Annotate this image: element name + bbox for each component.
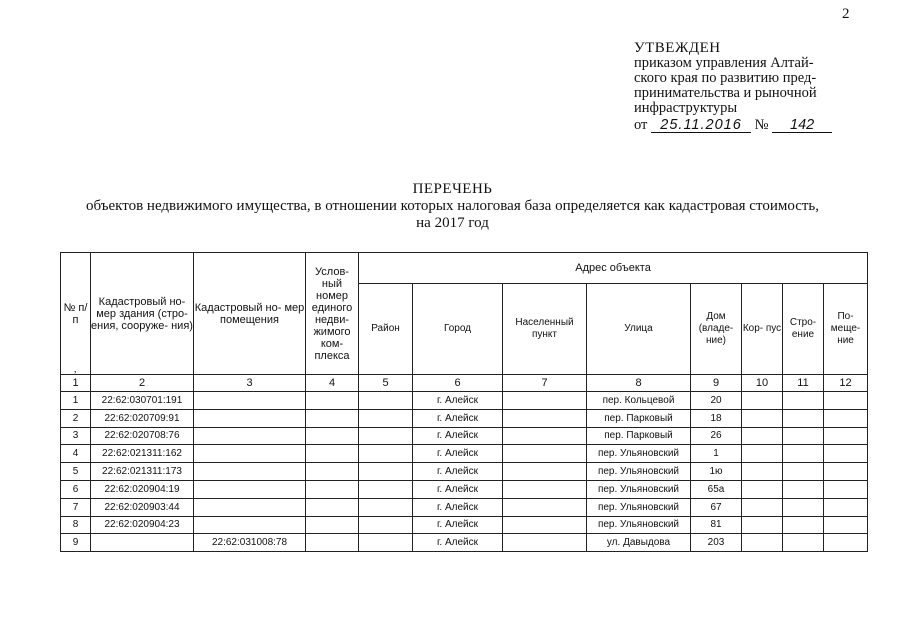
approval-heading: УТВЕЖДЕН [634, 40, 721, 56]
room-cell [824, 392, 868, 410]
table-row [61, 409, 868, 427]
complex-number-cell [306, 445, 359, 463]
street-cell: пер. Ульяновский [587, 498, 691, 516]
header-num: № п/п [61, 253, 91, 375]
header-house: Дом (владе- ние) [691, 284, 742, 375]
table-row [61, 463, 868, 481]
table-row [61, 516, 868, 534]
column-number: 11 [783, 375, 824, 392]
street-cell: пер. Парковый [587, 427, 691, 445]
house-cell: 26 [691, 427, 742, 445]
complex-number-cell [306, 427, 359, 445]
header-structure: Стро- ение [783, 284, 824, 375]
settlement-cell [503, 445, 587, 463]
complex-number-cell [306, 498, 359, 516]
house-cell: 1 [691, 445, 742, 463]
header-settlement: Населенный пункт [503, 284, 587, 375]
room-cell [824, 534, 868, 552]
premises-cadastral-cell: 22:62:031008:78 [194, 534, 306, 552]
street-cell: пер. Ульяновский [587, 463, 691, 481]
complex-number-cell [306, 480, 359, 498]
column-number: 7 [503, 375, 587, 392]
column-number: 3 [194, 375, 306, 392]
house-cell: 18 [691, 409, 742, 427]
row-number: 6 [61, 480, 91, 498]
building-cadastral-cell: 22:62:020708:76 [91, 427, 194, 445]
header-address-group: Адрес объекта [359, 253, 868, 284]
street-cell: пер. Ульяновский [587, 480, 691, 498]
column-number-row [61, 375, 868, 392]
room-cell [824, 480, 868, 498]
city-cell: г. Алейск [413, 445, 503, 463]
structure-cell [783, 498, 824, 516]
street-cell: ул. Давыдова [587, 534, 691, 552]
house-cell: 81 [691, 516, 742, 534]
table-row [61, 392, 868, 410]
table-row [61, 427, 868, 445]
settlement-cell [503, 480, 587, 498]
building-cell [742, 392, 783, 410]
header-city: Город [413, 284, 503, 375]
premises-cadastral-cell [194, 498, 306, 516]
property-registry-table [60, 252, 868, 552]
table-row [61, 498, 868, 516]
district-cell [359, 392, 413, 410]
registry-body [61, 392, 868, 552]
room-cell [824, 427, 868, 445]
premises-cadastral-cell [194, 427, 306, 445]
order-line [634, 116, 854, 134]
building-cadastral-cell: 22:62:021311:173 [91, 463, 194, 481]
building-cadastral-cell: 22:62:020709:91 [91, 409, 194, 427]
column-number: 8 [587, 375, 691, 392]
row-number: 7 [61, 498, 91, 516]
city-cell: г. Алейск [413, 516, 503, 534]
column-number: 6 [413, 375, 503, 392]
house-cell: 1ю [691, 463, 742, 481]
premises-cadastral-cell [194, 480, 306, 498]
complex-number-cell [306, 516, 359, 534]
city-cell: г. Алейск [413, 498, 503, 516]
approval-line: инфраструктуры [634, 100, 738, 116]
column-number: 1 [61, 375, 91, 392]
building-cadastral-cell: 22:62:020904:23 [91, 516, 194, 534]
district-cell [359, 445, 413, 463]
number-prefix: № [754, 117, 769, 133]
settlement-cell [503, 409, 587, 427]
district-cell [359, 480, 413, 498]
header-complex-number: Услов- ный номер единого недви- жимого ком- плекса [306, 253, 359, 375]
approval-line: принимательства и рыночной [634, 85, 817, 101]
settlement-cell [503, 463, 587, 481]
complex-number-cell [306, 392, 359, 410]
header-room: По- меще- ние [824, 284, 868, 375]
approval-block [634, 40, 854, 134]
column-number: 10 [742, 375, 783, 392]
premises-cadastral-cell [194, 463, 306, 481]
building-cell [742, 409, 783, 427]
structure-cell [783, 480, 824, 498]
table-row [61, 445, 868, 463]
street-cell: пер. Парковый [587, 409, 691, 427]
district-cell [359, 427, 413, 445]
approval-line: приказом управления Алтай- [634, 55, 814, 71]
complex-number-cell [306, 463, 359, 481]
column-number: 5 [359, 375, 413, 392]
district-cell [359, 409, 413, 427]
city-cell: г. Алейск [413, 534, 503, 552]
premises-cadastral-cell [194, 516, 306, 534]
premises-cadastral-cell [194, 409, 306, 427]
row-number: 4 [61, 445, 91, 463]
building-cell [742, 463, 783, 481]
building-cadastral-cell [91, 534, 194, 552]
city-cell: г. Алейск [413, 463, 503, 481]
house-cell: 67 [691, 498, 742, 516]
house-cell: 65а [691, 480, 742, 498]
header-building: Кор- пус [742, 284, 783, 375]
building-cadastral-cell: 22:62:020904:19 [91, 480, 194, 498]
column-number: 2 [91, 375, 194, 392]
column-number: 12 [824, 375, 868, 392]
settlement-cell [503, 427, 587, 445]
column-number: 4 [306, 375, 359, 392]
page-number: 2 [842, 6, 850, 22]
structure-cell [783, 392, 824, 410]
structure-cell [783, 427, 824, 445]
house-cell: 20 [691, 392, 742, 410]
structure-cell [783, 534, 824, 552]
premises-cadastral-cell [194, 445, 306, 463]
room-cell [824, 498, 868, 516]
street-cell: пер. Кольцевой [587, 392, 691, 410]
district-cell [359, 498, 413, 516]
row-number: 9 [61, 534, 91, 552]
title-year: на 2017 год [416, 215, 489, 231]
district-cell [359, 534, 413, 552]
settlement-cell [503, 498, 587, 516]
street-cell: пер. Ульяновский [587, 516, 691, 534]
header-building-cadastral: Кадастровый но- мер здания (стро- ения, сооруже- ния) [91, 253, 194, 375]
building-cell [742, 480, 783, 498]
city-cell: г. Алейск [413, 480, 503, 498]
room-cell [824, 463, 868, 481]
approval-line: ского края по развитию пред- [634, 70, 817, 86]
city-cell: г. Алейск [413, 409, 503, 427]
row-number: 1 [61, 392, 91, 410]
building-cadastral-cell: 22:62:030701:191 [91, 392, 194, 410]
date-prefix: от [634, 117, 648, 133]
row-number: 5 [61, 463, 91, 481]
row-number: 3 [61, 427, 91, 445]
room-cell [824, 445, 868, 463]
city-cell: г. Алейск [413, 427, 503, 445]
room-cell [824, 409, 868, 427]
order-date: 25.11.2016 [651, 118, 751, 133]
complex-number-cell [306, 409, 359, 427]
title-subtitle: объектов недвижимого имущества, в отношении которых налоговая база определяется как кадастровая стоимость, [85, 198, 820, 214]
row-number: 2 [61, 409, 91, 427]
house-cell: 203 [691, 534, 742, 552]
header-premises-cadastral: Кадастровый но- мер помещения [194, 253, 306, 375]
room-cell [824, 516, 868, 534]
building-cell [742, 534, 783, 552]
building-cadastral-cell: 22:62:020903:44 [91, 498, 194, 516]
document-title [0, 180, 905, 232]
district-cell [359, 463, 413, 481]
structure-cell [783, 463, 824, 481]
building-cadastral-cell: 22:62:021311:162 [91, 445, 194, 463]
header-district: Район [359, 284, 413, 375]
building-cell [742, 427, 783, 445]
settlement-cell [503, 534, 587, 552]
order-number: 142 [772, 118, 832, 133]
premises-cadastral-cell [194, 392, 306, 410]
table-row [61, 534, 868, 552]
stray-mark: , [74, 364, 77, 375]
table-row [61, 480, 868, 498]
building-cell [742, 498, 783, 516]
column-number: 9 [691, 375, 742, 392]
settlement-cell [503, 516, 587, 534]
building-cell [742, 445, 783, 463]
street-cell: пер. Ульяновский [587, 445, 691, 463]
settlement-cell [503, 392, 587, 410]
district-cell [359, 516, 413, 534]
structure-cell [783, 516, 824, 534]
structure-cell [783, 445, 824, 463]
header-street: Улица [587, 284, 691, 375]
row-number: 8 [61, 516, 91, 534]
structure-cell [783, 409, 824, 427]
city-cell: г. Алейск [413, 392, 503, 410]
building-cell [742, 516, 783, 534]
title-heading: ПЕРЕЧЕНЬ [412, 181, 493, 197]
complex-number-cell [306, 534, 359, 552]
